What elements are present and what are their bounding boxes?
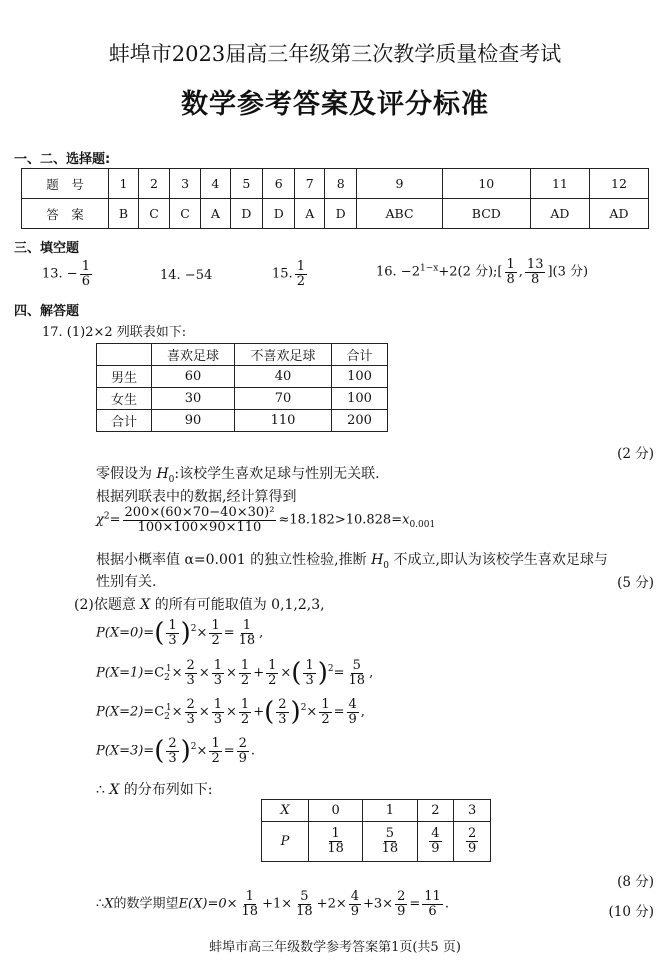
row-label: 题 号 [22,169,109,199]
points-10: (10 分) [608,904,654,920]
points-2: (2 分) [617,446,654,462]
answer-cell: D [324,199,356,229]
exam-title: 蚌埠市2023届高三年级第三次教学质量检查考试 [108,42,562,66]
answer-cell: C [170,199,201,229]
question-number: 10 [442,169,530,199]
conclusion-line2: 性别有关. [96,574,157,590]
answer-cell: C [138,199,169,229]
q17-part1-intro: 17. (1)2×2 列联表如下: [42,325,187,340]
conclusion-line1: 根据小概率值 α=0.001 的独立性检验,推断 $H_0$ 不成立,即认为该校学生喜欢足球与 [96,552,608,571]
section-choice-heading: 一、二、选择题: [14,152,111,167]
question-number: 12 [589,169,648,199]
question-number: 3 [170,169,201,199]
table-row: 男生 60 40 100 [97,366,388,388]
calc-intro: 根据列联表中的数据,经计算得到 [96,489,297,505]
question-number: 11 [530,169,589,199]
question-number: 6 [263,169,295,199]
answer-cell: A [201,199,230,229]
contingency-table [96,343,388,432]
section-solution-heading: 四、解答题 [14,304,80,319]
answer-cell: ABC [357,199,442,229]
prob-x1: $P(X=1)=C_2^1\times$ $\frac{2}{3}$ × $\frac{1}{3}$ × $\frac{1}{2}$ + $\frac{1}{2}$ ×( $\frac{1}{3}$ )$^2$= $\frac{5}{18}$ , [96,657,374,688]
distribution-table [261,799,491,862]
answer-cell: BCD [442,199,530,229]
page-footer: 蚌埠市高三年级数学参考答案第1页(共5 页) [209,940,461,955]
choice-answer-table [21,168,649,229]
table-row: 女生 30 70 100 [97,388,388,410]
answer-15: 15. $\frac{1}{2}$ [272,259,305,289]
q17-part2-intro: (2)依题意 X 的所有可能取值为 0,1,2,3, [74,597,325,613]
chi-square-formula: $\chi^2=$ $\frac{\text{200×(60×70−40×30)²}}{100\times 100\times 90\times 110}$ $\approx 18.182>10.828=x_{0.001}$ [96,505,436,535]
answer-13: 13. − $\frac{1}{6}$ [42,259,90,289]
question-number: 2 [138,169,169,199]
question-number: 8 [324,169,356,199]
question-number: 5 [230,169,262,199]
expectation-line: ∴X的数学期望E(X)=0× $\frac{1}{18}$ +1× $\frac{5}{18}$ +2× $\frac{4}{9}$ +3× $\frac{2}{9}$ = $\frac{11}{6}$ . [96,889,449,919]
answer-cell: AD [530,199,589,229]
answer-cell: A [295,199,324,229]
answer-key-title: 数学参考答案及评分标准 [181,89,489,120]
distribution-intro: ∴ X 的分布列如下: [96,782,213,798]
x-values-row: X 0 1 2 3 [262,800,491,822]
question-number: 7 [295,169,324,199]
answer-row [22,199,649,229]
answer-14: 14. −54 [160,268,213,283]
answer-cell: D [230,199,262,229]
answer-cell: B [109,199,139,229]
prob-x2: $P(X=2)=C_2^1\times$ $\frac{2}{3}$ × $\frac{1}{3}$ × $\frac{1}{2}$ +( $\frac{2}{3}$ )$^2$× $\frac{1}{2}$ = $\frac{4}{9}$ , [96,696,365,727]
question-number: 1 [109,169,139,199]
null-hypothesis: 零假设为 $H_0$:该校学生喜欢足球与性别无关联. [96,466,380,485]
prob-x0: P(X=0)=( $\frac{1}{3}$ )$^2$× $\frac{1}{2}$ = $\frac{1}{18}$ , [96,617,264,648]
prob-x3: P(X=3)=( $\frac{2}{3}$ )$^2$× $\frac{1}{2}$ = $\frac{2}{9}$ . [96,735,256,766]
answer-cell: AD [589,199,648,229]
points-8: (8 分) [617,874,654,890]
question-number-row [22,169,649,199]
table-header-row: 喜欢足球 不喜欢足球 合计 [97,344,388,366]
points-5: (5 分) [617,575,654,591]
question-number: 9 [357,169,442,199]
section-fill-heading: 三、填空题 [14,241,80,256]
table-row: 合计 90 110 200 [97,410,388,432]
probability-row: P $\frac{1}{18}$ $\frac{5}{18}$ $\frac{4}{9}$ $\frac{2}{9}$ [262,822,491,862]
row-label: 答 案 [22,199,109,229]
question-number: 4 [201,169,230,199]
answer-cell: D [263,199,295,229]
answer-16: 16. $-2^{1-x}+2(2$ 分);[ $\frac{1}{8}$ , $\frac{13}{8}$ ](3 分) [376,257,589,287]
